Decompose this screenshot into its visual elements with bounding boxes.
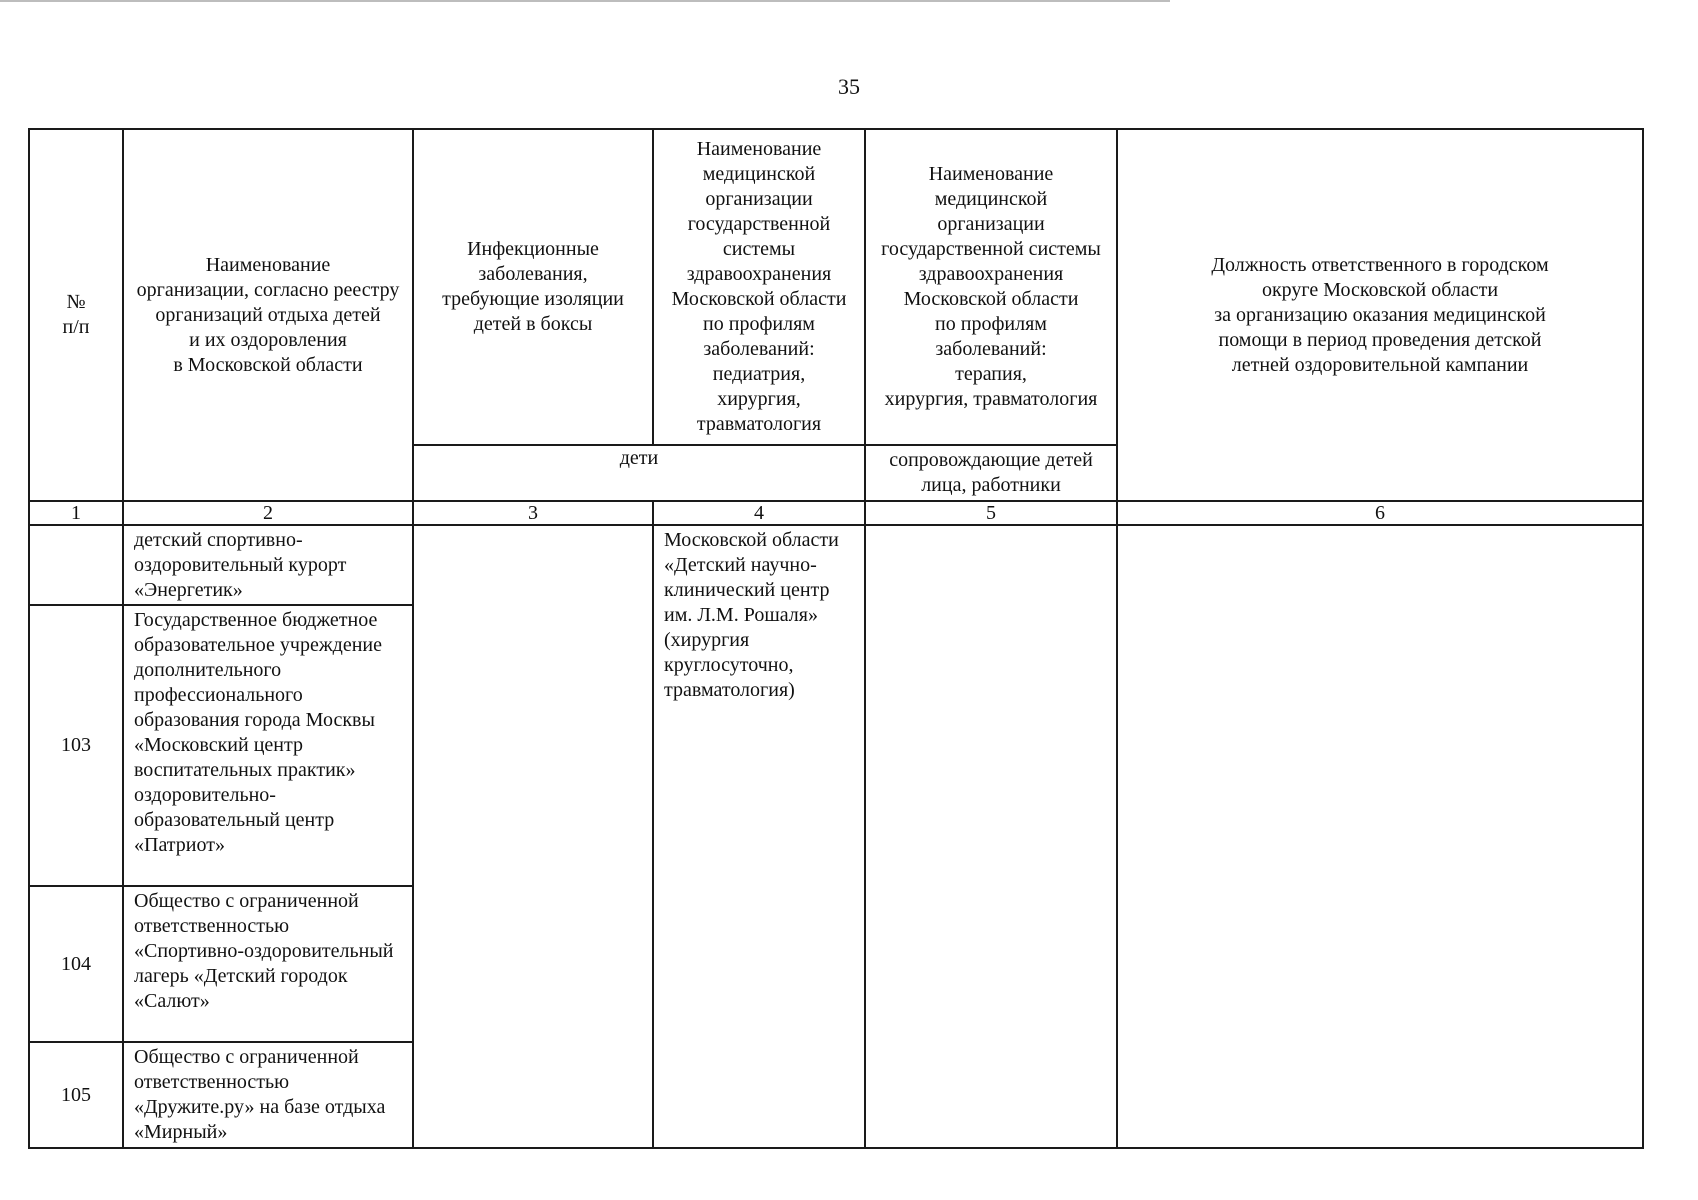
row-number: 104 bbox=[29, 886, 123, 1042]
row-org-name: Общество с ограниченной ответственностью «Дружите.ру» на базе отдыха «Мирный» bbox=[123, 1042, 413, 1148]
row-org-name: Общество с ограниченной ответственностью «Спортивно-оздоровительный лагерь «Детский городок «Салют» bbox=[123, 886, 413, 1042]
header-org-name: Наименование организации, согласно реестру организаций отдыха детей и их оздоровления в Московской области bbox=[123, 129, 413, 501]
header-row bbox=[29, 129, 1643, 445]
column-number: 5 bbox=[865, 501, 1117, 525]
header-num: № п/п bbox=[29, 129, 123, 501]
scan-edge-line bbox=[0, 0, 1170, 2]
row-number: 103 bbox=[29, 605, 123, 886]
row-number: 105 bbox=[29, 1042, 123, 1148]
column-number: 3 bbox=[413, 501, 653, 525]
row-org-name: детский спортивно- оздоровительный курорт «Энергетик» bbox=[123, 525, 413, 605]
column-number: 6 bbox=[1117, 501, 1643, 525]
header-med-children: Наименование медицинской организации государственной системы здравоохранения Московской области по профилям заболеваний: педиатрия, хирургия, травматология bbox=[653, 129, 865, 445]
subheader-children: дети bbox=[413, 445, 865, 501]
row-org-name: Государственное бюджетное образовательное учреждение дополнительного профессионального образования города Москвы «Московский центр воспитательных практик» оздоровительно- образовательный центр «Патриот» bbox=[123, 605, 413, 886]
infections-cell bbox=[413, 525, 653, 1148]
position-cell bbox=[1117, 525, 1643, 1148]
page-number: 35 bbox=[838, 74, 860, 99]
table-row bbox=[29, 525, 1643, 605]
header-med-adults: Наименование медицинской организации государственной системы здравоохранения Московской области по профилям заболеваний: терапия, хирургия, травматология bbox=[865, 129, 1117, 445]
column-number-row bbox=[29, 501, 1643, 525]
med-children-cell: Московской области «Детский научно- клинический центр им. Л.М. Рошаля» (хирургия круглосуточно, травматология) bbox=[653, 525, 865, 1148]
subheader-adults: сопровождающие детей лица, работники bbox=[865, 445, 1117, 501]
column-number: 4 bbox=[653, 501, 865, 525]
column-number: 2 bbox=[123, 501, 413, 525]
med-adults-cell bbox=[865, 525, 1117, 1148]
row-number bbox=[29, 525, 123, 605]
header-infections: Инфекционные заболевания, требующие изоляции детей в боксы bbox=[413, 129, 653, 445]
column-number: 1 bbox=[29, 501, 123, 525]
medical-organizations-table bbox=[28, 128, 1644, 1149]
header-position: Должность ответственного в городском округе Московской области за организацию оказания медицинской помощи в период проведения детской летней оздоровительной кампании bbox=[1117, 129, 1643, 501]
